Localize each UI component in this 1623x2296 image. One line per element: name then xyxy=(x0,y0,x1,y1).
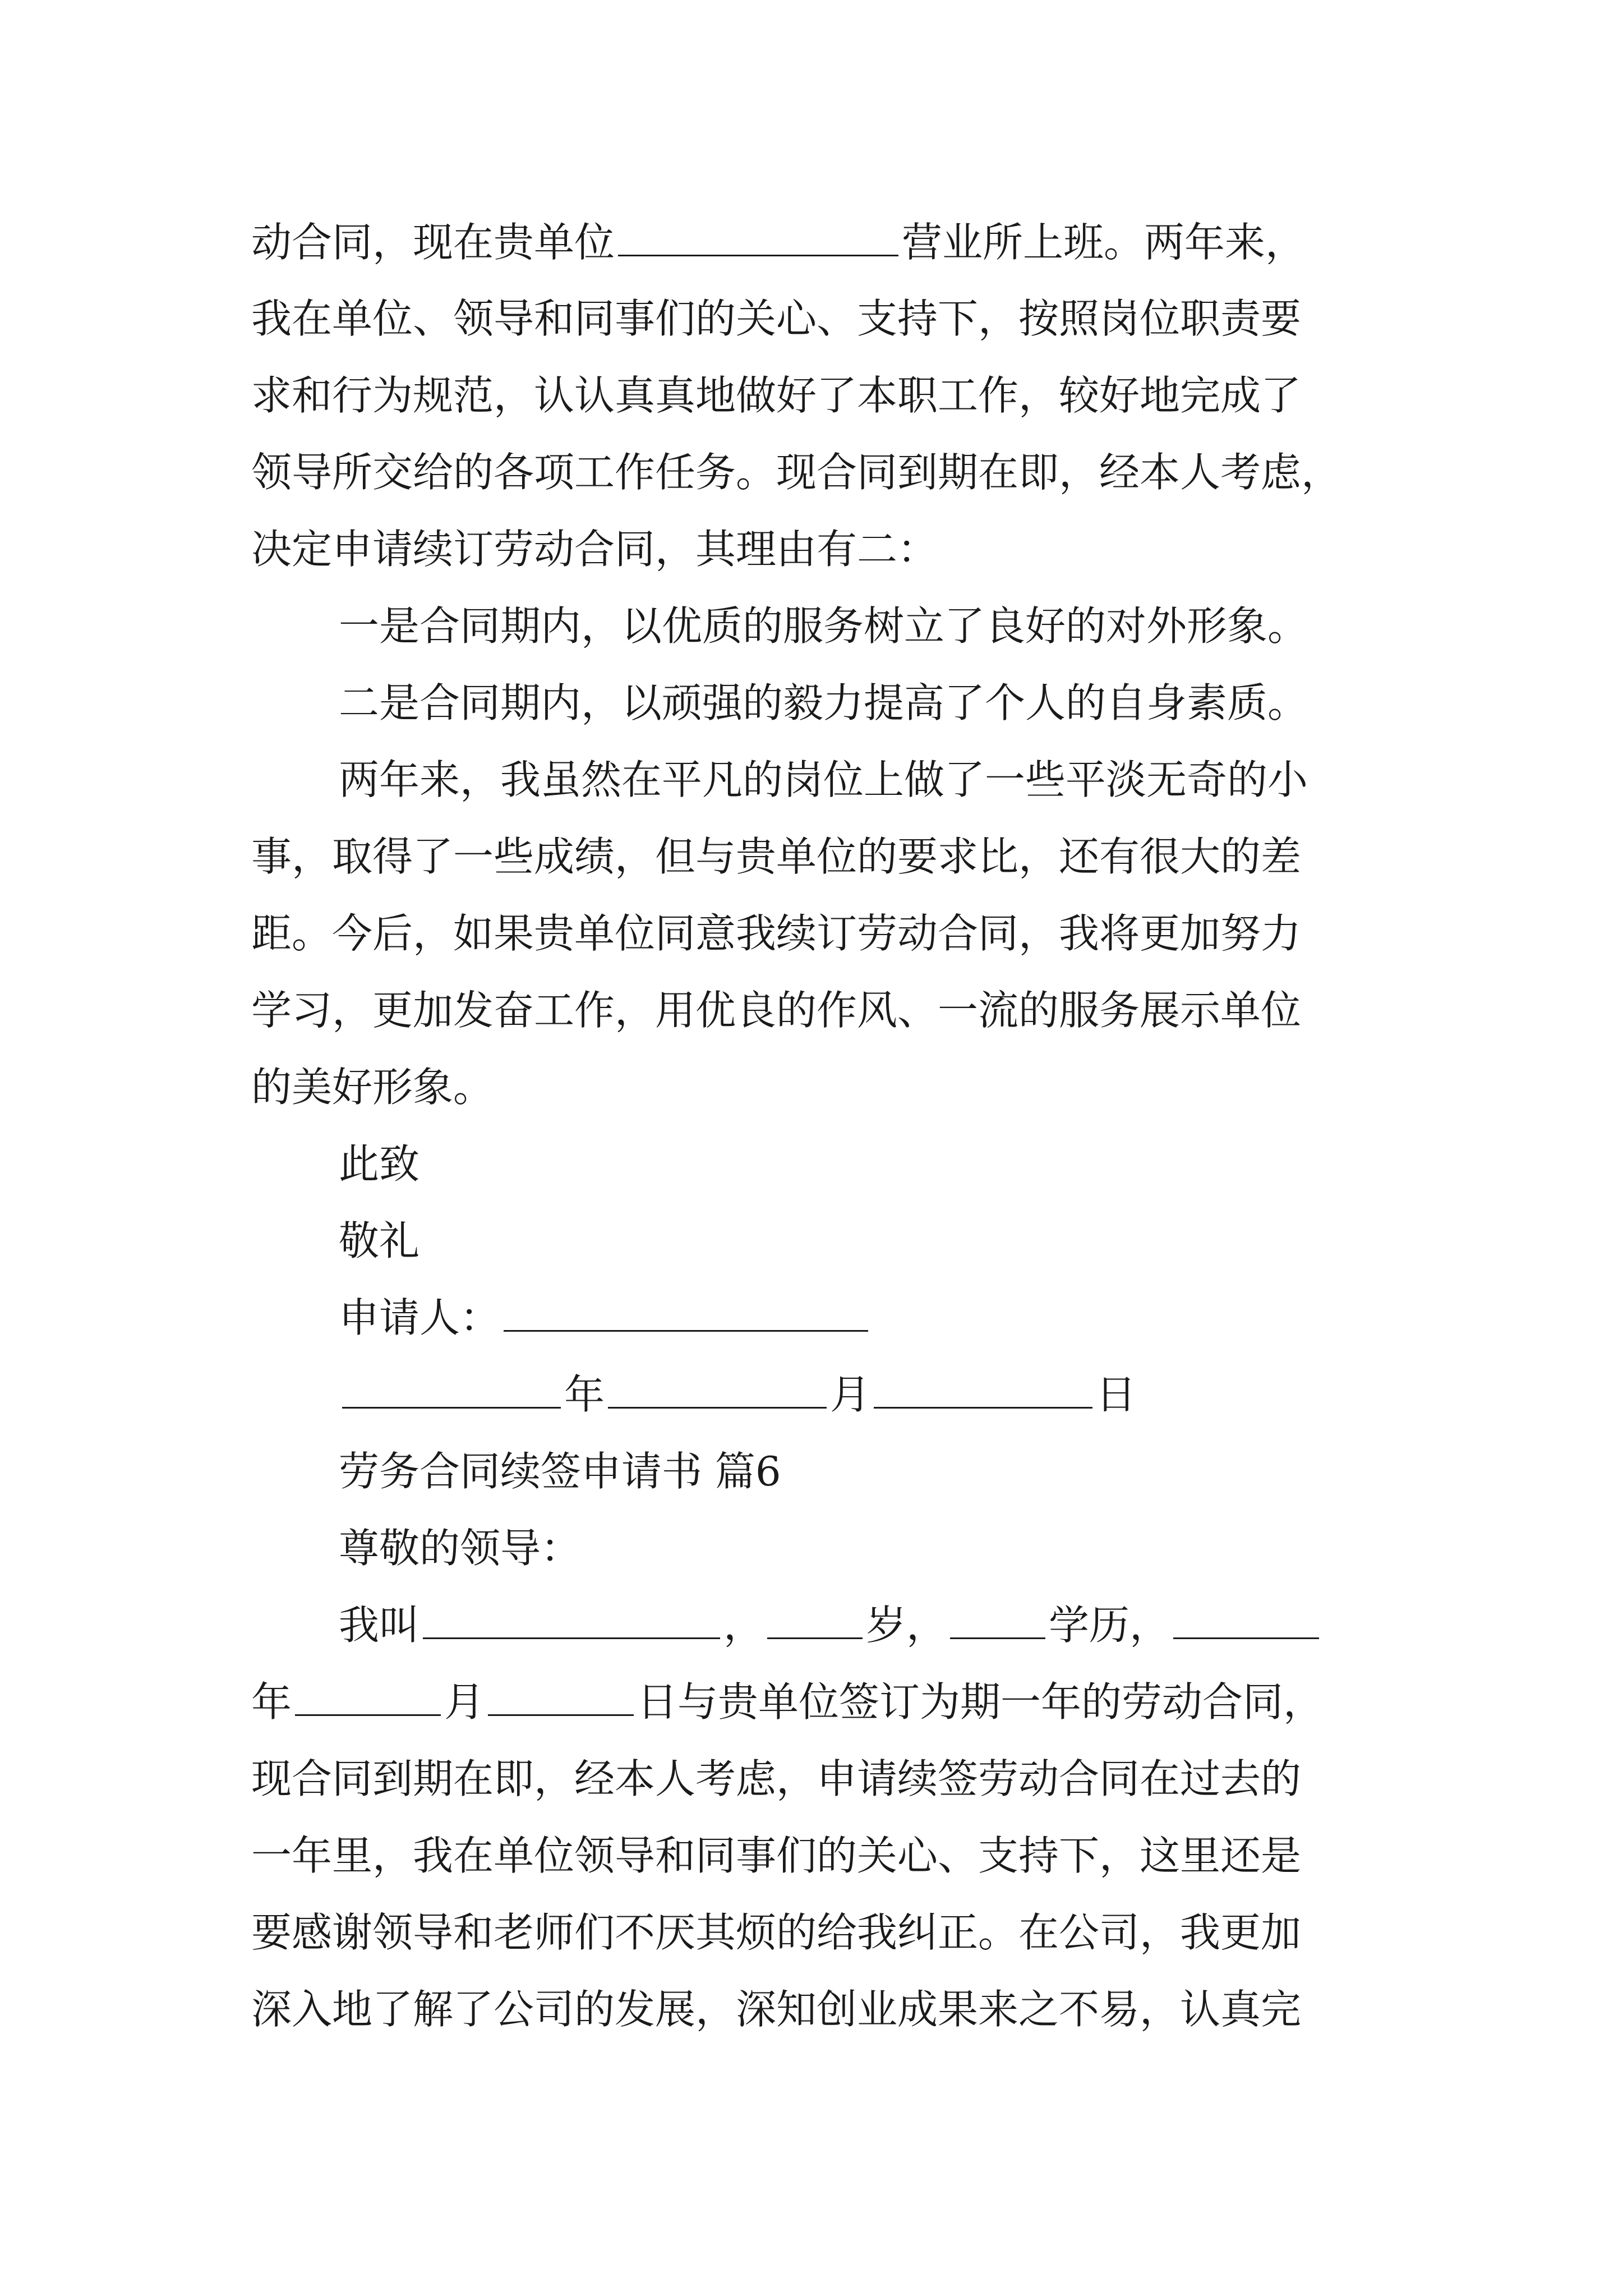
blank-field-sign-month xyxy=(295,1674,441,1716)
text-line-6: 一是合同期内，以优质的服务树立了良好的对外形象。 xyxy=(339,602,1308,650)
blank-field-name xyxy=(423,1597,720,1639)
text-line-8: 两年来，我虽然在平凡的岗位上做了一些平淡无奇的小 xyxy=(339,756,1308,803)
text-segment: 岁， xyxy=(866,1602,947,1649)
text-line-23: 要感谢领导和老师们不厌其烦的给我纠正。在公司，我更加 xyxy=(251,1909,1302,1956)
blank-field-month xyxy=(608,1366,827,1409)
text-line-1 xyxy=(251,214,1395,270)
text-line-11: 学习，更加发奋工作，用优良的作风、一流的服务展示单位 xyxy=(251,987,1302,1034)
text-segment: 月 xyxy=(444,1678,485,1726)
text-line-24: 深入地了解了公司的发展，深知创业成果来之不易，认真完 xyxy=(251,1986,1302,2033)
text-line-12: 的美好形象。 xyxy=(251,1064,494,1111)
applicant-line xyxy=(339,1290,1399,1346)
blank-field-year xyxy=(342,1366,561,1409)
section-title: 劳务合同续签申请书 篇6 xyxy=(339,1448,781,1495)
closing-salute: 敬礼 xyxy=(339,1217,420,1264)
blank-field-sign-year xyxy=(1173,1597,1319,1639)
text-segment: 日与贵单位签订为期一年的劳动合同， xyxy=(637,1678,1324,1726)
closing-greeting: 此致 xyxy=(339,1140,420,1188)
blank-field-day xyxy=(874,1366,1092,1409)
text-line-4: 领导所交给的各项工作任务。现合同到期在即，经本人考虑， xyxy=(251,449,1342,496)
text-line-10: 距。今后，如果贵单位同意我续订劳动合同，我将更加努力 xyxy=(251,910,1302,957)
date-month-label: 月 xyxy=(830,1371,871,1418)
blank-field-sign-day xyxy=(488,1674,634,1716)
blank-field-workplace xyxy=(618,214,898,256)
text-segment: 学历， xyxy=(1049,1602,1170,1649)
applicant-label: 申请人： xyxy=(339,1294,501,1341)
text-line-22: 一年里，我在单位领导和同事们的关心、支持下，这里还是 xyxy=(251,1832,1302,1879)
text-segment: 年 xyxy=(251,1678,292,1726)
text-line-5: 决定申请续订劳动合同，其理由有二： xyxy=(251,526,938,573)
blank-field-education xyxy=(950,1597,1045,1639)
date-year-label: 年 xyxy=(564,1371,605,1418)
text-line-21: 现合同到期在即，经本人考虑，申请续签劳动合同在过去的 xyxy=(251,1755,1302,1802)
text-line-sign-date xyxy=(251,1674,1395,1730)
text-segment: 营业所上班。两年来， xyxy=(902,219,1306,266)
text-segment: 我叫 xyxy=(339,1602,420,1649)
text-segment: 动合同，现在贵单位 xyxy=(251,219,615,266)
date-line xyxy=(339,1366,1399,1423)
salutation: 尊敬的领导： xyxy=(339,1525,582,1572)
text-line-3: 求和行为规范，认认真真地做好了本职工作，较好地完成了 xyxy=(251,372,1302,419)
date-day-label: 日 xyxy=(1096,1371,1137,1418)
text-line-7: 二是合同期内，以顽强的毅力提高了个人的自身素质。 xyxy=(339,679,1308,726)
text-line-9: 事，取得了一些成绩，但与贵单位的要求比，还有很大的差 xyxy=(251,833,1302,880)
blank-field-applicant xyxy=(504,1290,868,1332)
text-line-2: 我在单位、领导和同事们的关心、支持下，按照岗位职责要 xyxy=(251,295,1302,342)
blank-field-age xyxy=(767,1597,863,1639)
text-line-name-age xyxy=(339,1597,1399,1653)
text-segment: ， xyxy=(723,1602,764,1649)
